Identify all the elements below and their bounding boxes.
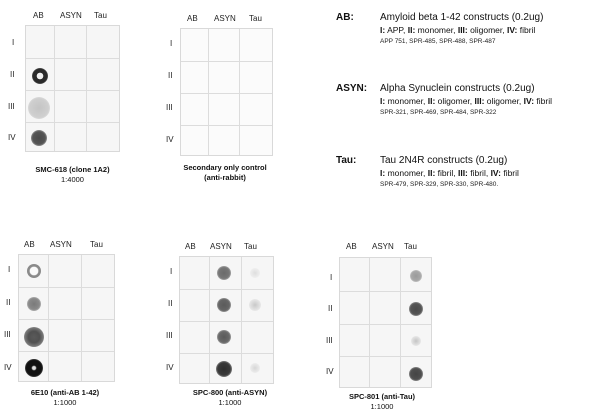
legend-rows: I: APP, II: monomer, III: oligomer, IV: fibril: [380, 25, 536, 35]
dot-ab-ii: [32, 68, 48, 84]
col-header-asyn: ASYN: [50, 240, 72, 249]
membrane: [339, 257, 432, 388]
legend-title: Tau 2N4R constructs (0.2ug): [380, 155, 508, 166]
row-label-iii: III: [166, 331, 173, 340]
col-header-ab: AB: [24, 240, 35, 249]
col-header-asyn: ASYN: [372, 242, 394, 251]
caption-sub: 1:1000: [370, 402, 394, 411]
row-label-iii: III: [166, 103, 173, 112]
legend-key: Tau:: [336, 155, 357, 166]
legend-rows: I: monomer, II: fibril, III: fibril, IV: fibril: [380, 168, 519, 178]
col-header-ab: AB: [187, 14, 198, 23]
caption-6e10: [5, 388, 125, 408]
dot-ab-iii: [28, 97, 50, 119]
legend-catalog: APP 751, SPR-485, SPR-488, SPR-487: [380, 38, 496, 45]
row-label-iii: III: [4, 330, 11, 339]
caption-sub: 1:4000: [61, 175, 84, 184]
row-label-ii: II: [168, 71, 173, 80]
dot-tau-i: [410, 270, 422, 282]
caption-secondary-control: [165, 163, 285, 183]
row-label-ii: II: [10, 70, 15, 79]
col-header-ab: AB: [185, 242, 196, 251]
legend-title: Alpha Synuclein constructs (0.2ug): [380, 83, 535, 94]
row-label-iv: IV: [166, 135, 174, 144]
caption-smc-618: [15, 165, 130, 185]
dot-tau-iv: [409, 367, 423, 381]
caption-sub: 1:1000: [218, 398, 242, 407]
row-label-ii: II: [168, 299, 173, 308]
blot-6e10: [0, 232, 130, 419]
col-header-ab: AB: [346, 242, 357, 251]
col-header-asyn: ASYN: [214, 14, 236, 23]
membrane: [179, 256, 274, 384]
caption-title: 6E10 (anti-AB 1-42): [30, 388, 100, 397]
row-label-ii: II: [328, 304, 333, 313]
membrane: [25, 25, 120, 152]
dot-asyn-iv: [216, 361, 232, 377]
row-label-iv: IV: [166, 363, 174, 372]
row-label-ii: II: [6, 298, 11, 307]
legend-catalog: SPR-321, SPR-469, SPR-484, SPR-322: [380, 109, 497, 116]
caption-title: SMC-618 (clone 1A2): [35, 165, 110, 174]
legend-key: AB:: [336, 12, 354, 23]
col-header-tau: Tau: [404, 242, 417, 251]
col-header-tau: Tau: [90, 240, 103, 249]
row-label-i: I: [12, 38, 15, 47]
membrane: [180, 28, 273, 156]
row-label-iv: IV: [326, 367, 334, 376]
col-header-tau: Tau: [94, 11, 107, 20]
caption-spc-800: [170, 388, 290, 408]
dot-tau-i: [250, 268, 260, 278]
row-label-iv: IV: [8, 133, 16, 142]
caption-sub: 1:1000: [53, 398, 77, 407]
row-label-iv: IV: [4, 363, 12, 372]
blot-smc-618: [0, 0, 130, 185]
dot-asyn-ii: [217, 298, 231, 312]
dot-ab-iii: [24, 327, 44, 347]
blot-secondary-control: [160, 0, 300, 185]
row-label-iii: III: [8, 102, 15, 111]
caption-title: SPC-800 (anti-ASYN): [192, 388, 268, 397]
caption-spc-801: [322, 392, 442, 412]
col-header-tau: Tau: [249, 14, 262, 23]
col-header-asyn: ASYN: [60, 11, 82, 20]
membrane: [18, 254, 115, 382]
caption-title: Secondary only control: [183, 163, 267, 172]
dot-asyn-iii: [217, 330, 231, 344]
col-header-ab: AB: [33, 11, 44, 20]
caption-title: SPC-801 (anti-Tau): [348, 392, 416, 401]
row-label-i: I: [8, 265, 11, 274]
blot-spc-800: [160, 232, 305, 419]
legend: [336, 12, 606, 212]
legend-key: ASYN:: [336, 83, 368, 94]
dot-tau-ii: [409, 302, 423, 316]
row-label-i: I: [330, 273, 333, 282]
blot-spc-801: [312, 232, 462, 419]
legend-catalog: SPR-479, SPR-329, SPR-330, SPR-480.: [380, 181, 499, 188]
row-label-iii: III: [326, 336, 333, 345]
dot-tau-iii: [411, 336, 421, 346]
dot-ab-ii: [27, 297, 41, 311]
dot-ab-iv: [31, 130, 47, 146]
legend-title: Amyloid beta 1-42 constructs (0.2ug): [380, 12, 544, 23]
row-label-i: I: [170, 39, 173, 48]
row-label-i: I: [170, 267, 173, 276]
dot-ab-iv: [25, 359, 43, 377]
col-header-asyn: ASYN: [210, 242, 232, 251]
col-header-tau: Tau: [244, 242, 257, 251]
dot-tau-ii: [249, 299, 261, 311]
legend-rows: I: monomer, II: oligomer, III: oligomer, IV: fibril: [380, 96, 553, 106]
caption-sub: (anti-rabbit): [204, 173, 246, 182]
dot-ab-i: [27, 264, 41, 278]
dot-asyn-i: [217, 266, 231, 280]
dot-tau-iv: [250, 363, 260, 373]
